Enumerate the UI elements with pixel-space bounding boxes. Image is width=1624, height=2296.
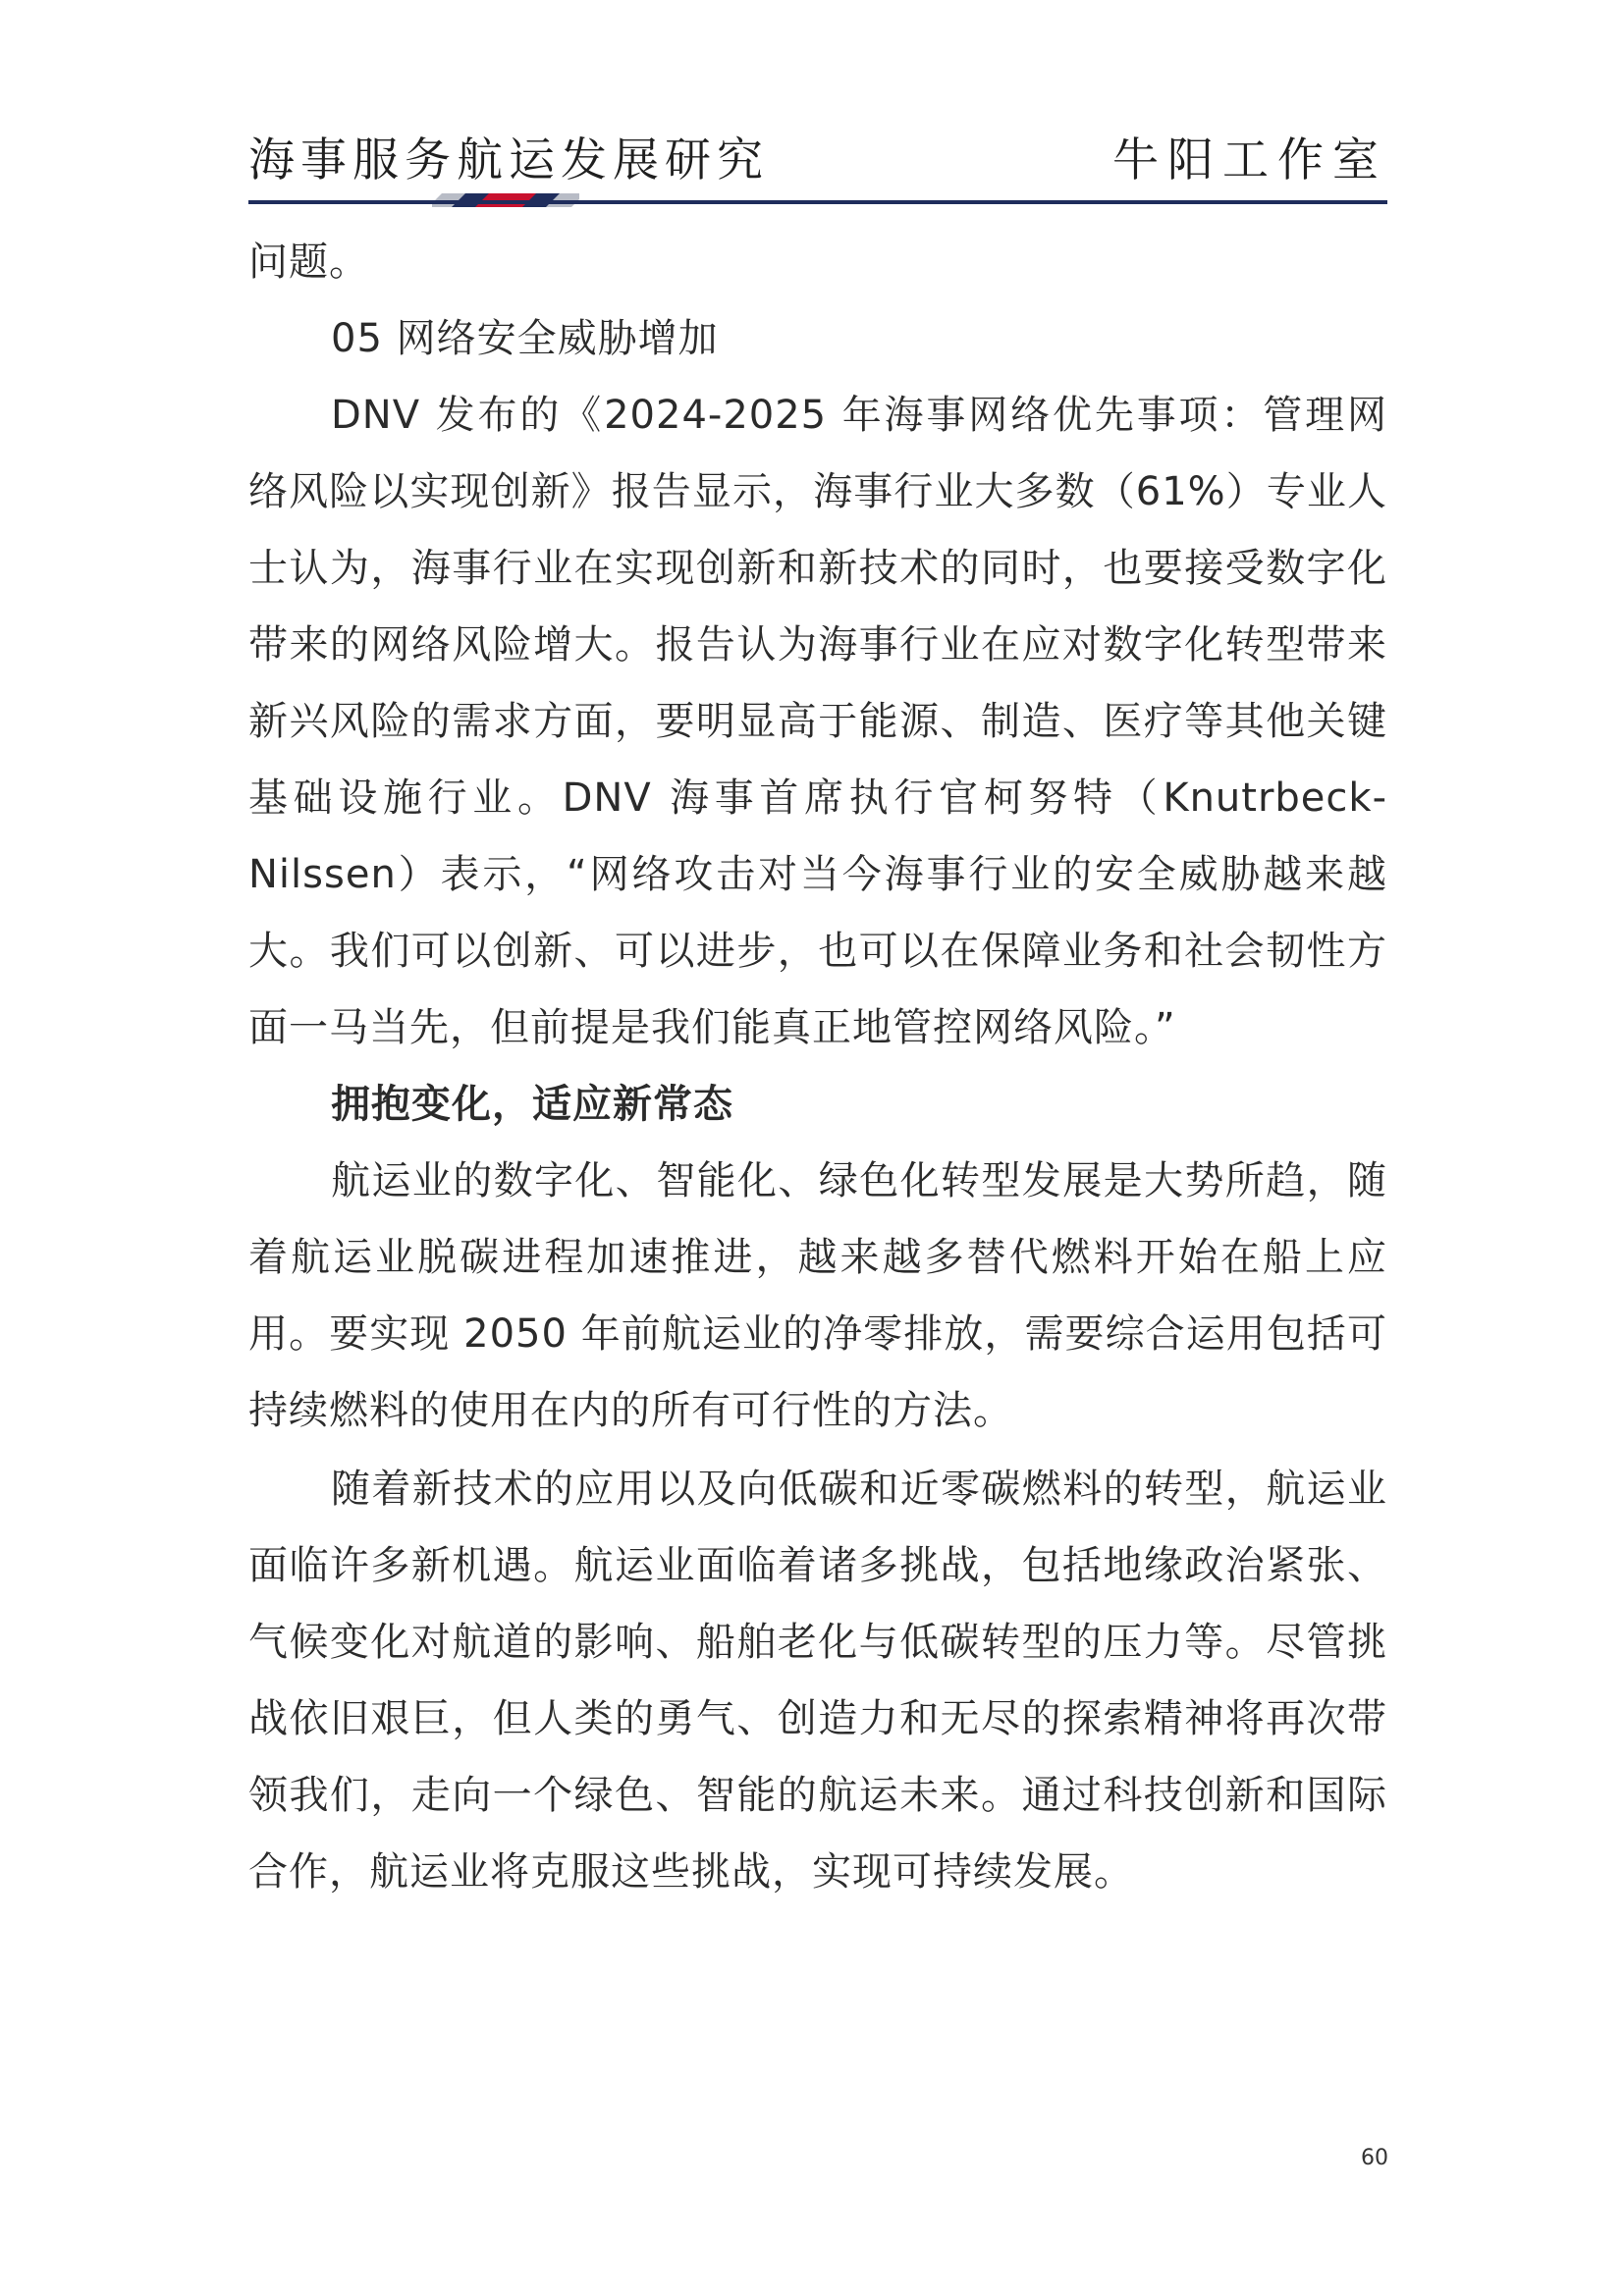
paragraph-new-opportunities: 随着新技术的应用以及向低碳和近零碳燃料的转型，航运业面临许多新机遇。航运业面临着诸多挑战，包括地缘政治紧张、气候变化对航道的影响、船舶老化与低碳转型的压力等。尽管挑战依旧艰巨，但人类的勇气、创造力和无尽的探索精神将再次带领我们，走向一个绿色、智能的航运未来。通过科技创新和国际合作，航运业将克服这些挑战，实现可持续发展。 (248, 1467, 1387, 1895)
header-rule (248, 200, 1387, 204)
header-studio: 牛阳工作室 (1112, 133, 1387, 187)
page-header (248, 124, 1387, 185)
section-heading-05: 05 网络安全威胁增加 (331, 316, 719, 361)
paragraph-dnv-report: DNV 发布的《2024-2025 年海事网络优先事项：管理网络风险以实现创新》报告显示，海事行业大多数（61%）专业人士认为，海事行业在实现创新和新技术的同时，也要接受数字化带来的网络风险增大。报告认为海事行业在应对数字化转型带来新兴风险的需求方面，要明显高于能源、制造、医疗等其他关键基础设施行业。DNV 海事首席执行官柯努特（Knutrbeck-Nilssen）表示，“网络攻击对当今海事行业的安全威胁越来越大。我们可以创新、可以进步，也可以在保障业务和社会韧性方面一马当先，但前提是我们能真正地管控网络风险。” (248, 393, 1387, 1050)
paragraph-digital-transformation: 航运业的数字化、智能化、绿色化转型发展是大势所趋，随着航运业脱碳进程加速推进，越来越多替代燃料开始在船上应用。要实现 2050 年前航运业的净零排放，需要综合运用包括可持续燃料的使用在内的所有可行性的方法。 (248, 1158, 1387, 1433)
header-title: 海事服务航运发展研究 (248, 133, 769, 187)
section-heading-embrace-change: 拥抱变化，适应新常态 (331, 1082, 733, 1127)
paragraph-continuation: 问题。 (248, 240, 369, 285)
page-number: 60 (1361, 2146, 1388, 2170)
document-body (248, 224, 1387, 1910)
